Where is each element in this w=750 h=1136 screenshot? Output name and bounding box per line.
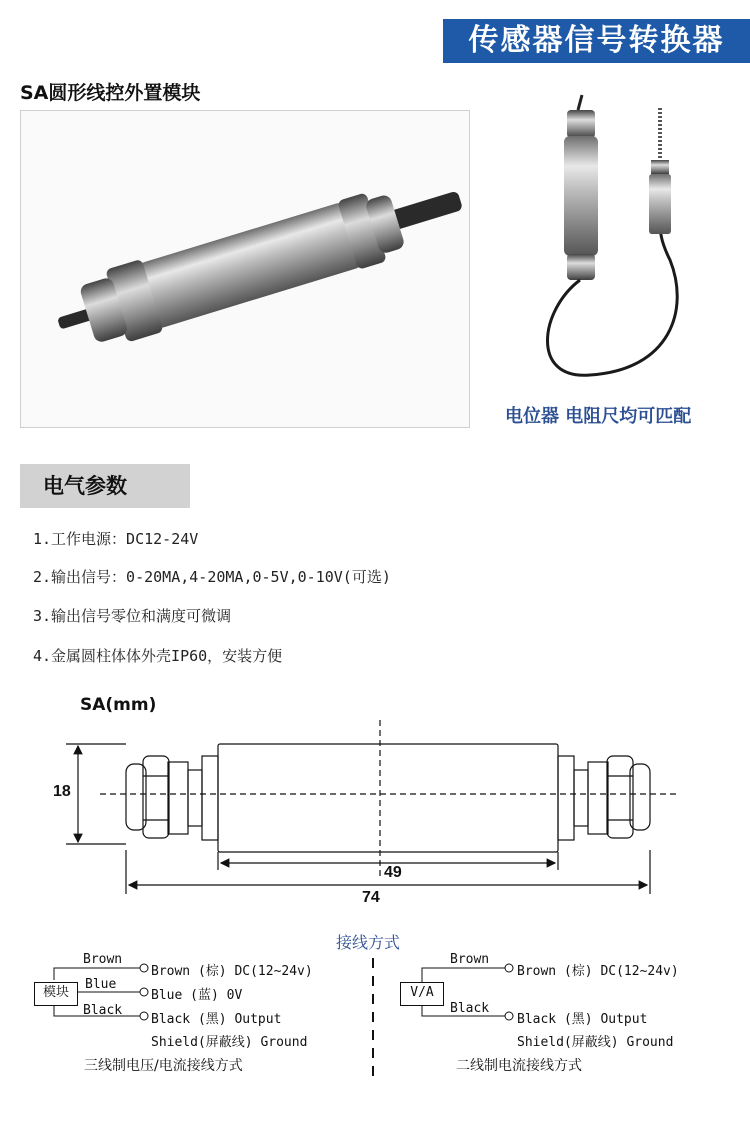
header-banner: 传感器信号转换器 <box>443 19 750 63</box>
terminal-shield: Shield(屏蔽线) Ground <box>151 1035 308 1050</box>
dimension-height: 18 <box>53 783 71 800</box>
product-photo <box>21 111 469 427</box>
wire-label-black: Black <box>83 1003 123 1018</box>
dimension-total-length: 74 <box>362 889 380 906</box>
photo-caption: 电位器 电阻尺均可匹配 <box>505 406 692 427</box>
wire-label-blue: Blue <box>85 977 117 992</box>
dimension-title: SA(mm) <box>80 695 157 715</box>
terminal-black: Black (黑) Output <box>151 1012 282 1027</box>
terminal-black-2: Black (黑) Output <box>517 1012 648 1027</box>
product-photo-frame <box>20 110 470 428</box>
three-wire-caption: 三线制电压/电流接线方式 <box>84 1058 243 1074</box>
product-title: SA圆形线控外置模块 <box>20 82 201 104</box>
dimension-drawing <box>0 710 750 910</box>
param-item: 2.输出信号：0-20MA,4-20MA,0-5V,0-10V(可选) <box>33 568 391 586</box>
terminal-brown-2: Brown (棕) DC(12~24v) <box>517 964 679 979</box>
wire-label-black-2: Black <box>450 1001 490 1016</box>
module-box: 模块 <box>34 982 78 1006</box>
va-box: V/A <box>400 982 444 1006</box>
potentiometer-photo <box>520 90 720 390</box>
param-item: 4.金属圆柱体体外壳IP60，安装方便 <box>33 647 283 665</box>
terminal-blue: Blue (蓝) 0V <box>151 988 243 1003</box>
param-item: 3.输出信号零位和满度可微调 <box>33 607 232 625</box>
terminal-shield-2: Shield(屏蔽线) Ground <box>517 1035 674 1050</box>
two-wire-caption: 二线制电流接线方式 <box>456 1058 582 1074</box>
section-title: 电气参数 <box>43 474 127 498</box>
wiring-title: 接线方式 <box>336 933 401 952</box>
wire-label-brown: Brown <box>83 952 123 967</box>
wire-label-brown-2: Brown <box>450 952 490 967</box>
dimension-body-length: 49 <box>384 864 402 881</box>
param-item: 1.工作电源：DC12-24V <box>33 530 199 548</box>
terminal-brown: Brown (棕) DC(12~24v) <box>151 964 313 979</box>
